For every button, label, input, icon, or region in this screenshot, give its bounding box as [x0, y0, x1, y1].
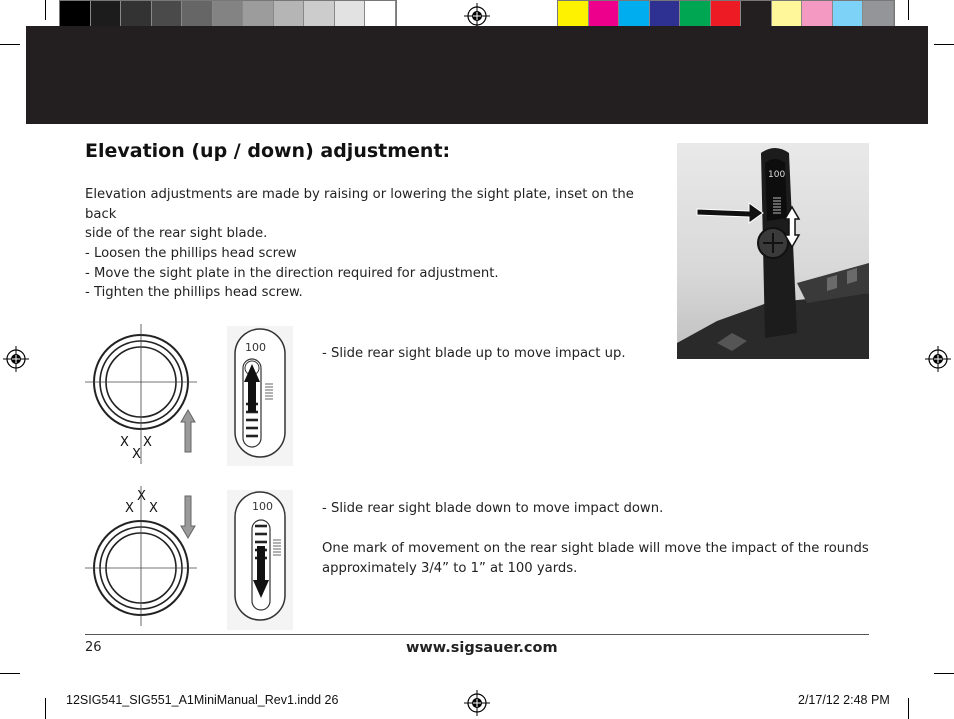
crop-mark [934, 673, 954, 674]
note-line: One mark of movement on the rear sight blade will move the impact of the rounds [322, 541, 869, 556]
photo-marking-label: 100 [768, 170, 786, 180]
intro-line: Elevation adjustments are made by raising or lowering the sight plate, inset on the back [85, 187, 634, 222]
crop-mark [908, 0, 909, 20]
arrow-down-icon [181, 496, 195, 538]
slug-timestamp: 2/17/12 2:48 PM [798, 693, 890, 707]
registration-mark-icon [925, 346, 951, 372]
impact-mark: X [149, 501, 158, 516]
impact-up-target-diagram [85, 324, 210, 464]
up-caption: - Slide rear sight blade up to move impact up. [322, 346, 626, 361]
impact-mark: X [125, 501, 134, 516]
footer-divider [85, 634, 869, 635]
page-number: 26 [85, 640, 102, 655]
impact-mark: X [120, 435, 129, 450]
crop-mark [0, 44, 20, 45]
impact-down-target-diagram [85, 486, 210, 626]
plate-marking-label: 100 [245, 341, 266, 354]
plate-marking-label: 100 [252, 500, 273, 513]
crop-mark [45, 698, 46, 719]
crop-mark [45, 0, 46, 20]
intro-paragraph [85, 185, 660, 244]
crop-mark [0, 673, 20, 674]
step-item: - Move the sight plate in the direction required for adjustment. [85, 265, 499, 281]
impact-mark: X [137, 489, 146, 504]
intro-line: side of the rear sight blade. [85, 226, 268, 242]
registration-mark-icon [3, 346, 29, 372]
adjustment-note [322, 539, 882, 578]
website-url: www.sigsauer.com [406, 640, 558, 656]
note-line: approximately 3/4” to 1” at 100 yards. [322, 560, 578, 576]
step-item: - Tighten the phillips head screw. [85, 285, 303, 301]
registration-mark-icon [464, 690, 490, 716]
header-band [26, 26, 928, 124]
steps-list [85, 244, 499, 303]
crop-mark [908, 698, 909, 719]
sight-plate-down-diagram [225, 490, 295, 630]
slug-file-name: 12SIG541_SIG551_A1MiniManual_Rev1.indd 26 [66, 693, 339, 707]
crop-mark [934, 44, 954, 45]
impact-mark: X [143, 435, 152, 450]
rear-sight-photo [677, 143, 869, 359]
sight-plate-up-diagram [225, 326, 295, 466]
section-title: Elevation (up / down) adjustment: [85, 140, 451, 162]
arrow-up-icon [181, 410, 195, 452]
down-caption: - Slide rear sight blade down to move impact down. [322, 501, 664, 516]
impact-mark: X [132, 447, 141, 462]
step-item: - Loosen the phillips head screw [85, 246, 297, 261]
